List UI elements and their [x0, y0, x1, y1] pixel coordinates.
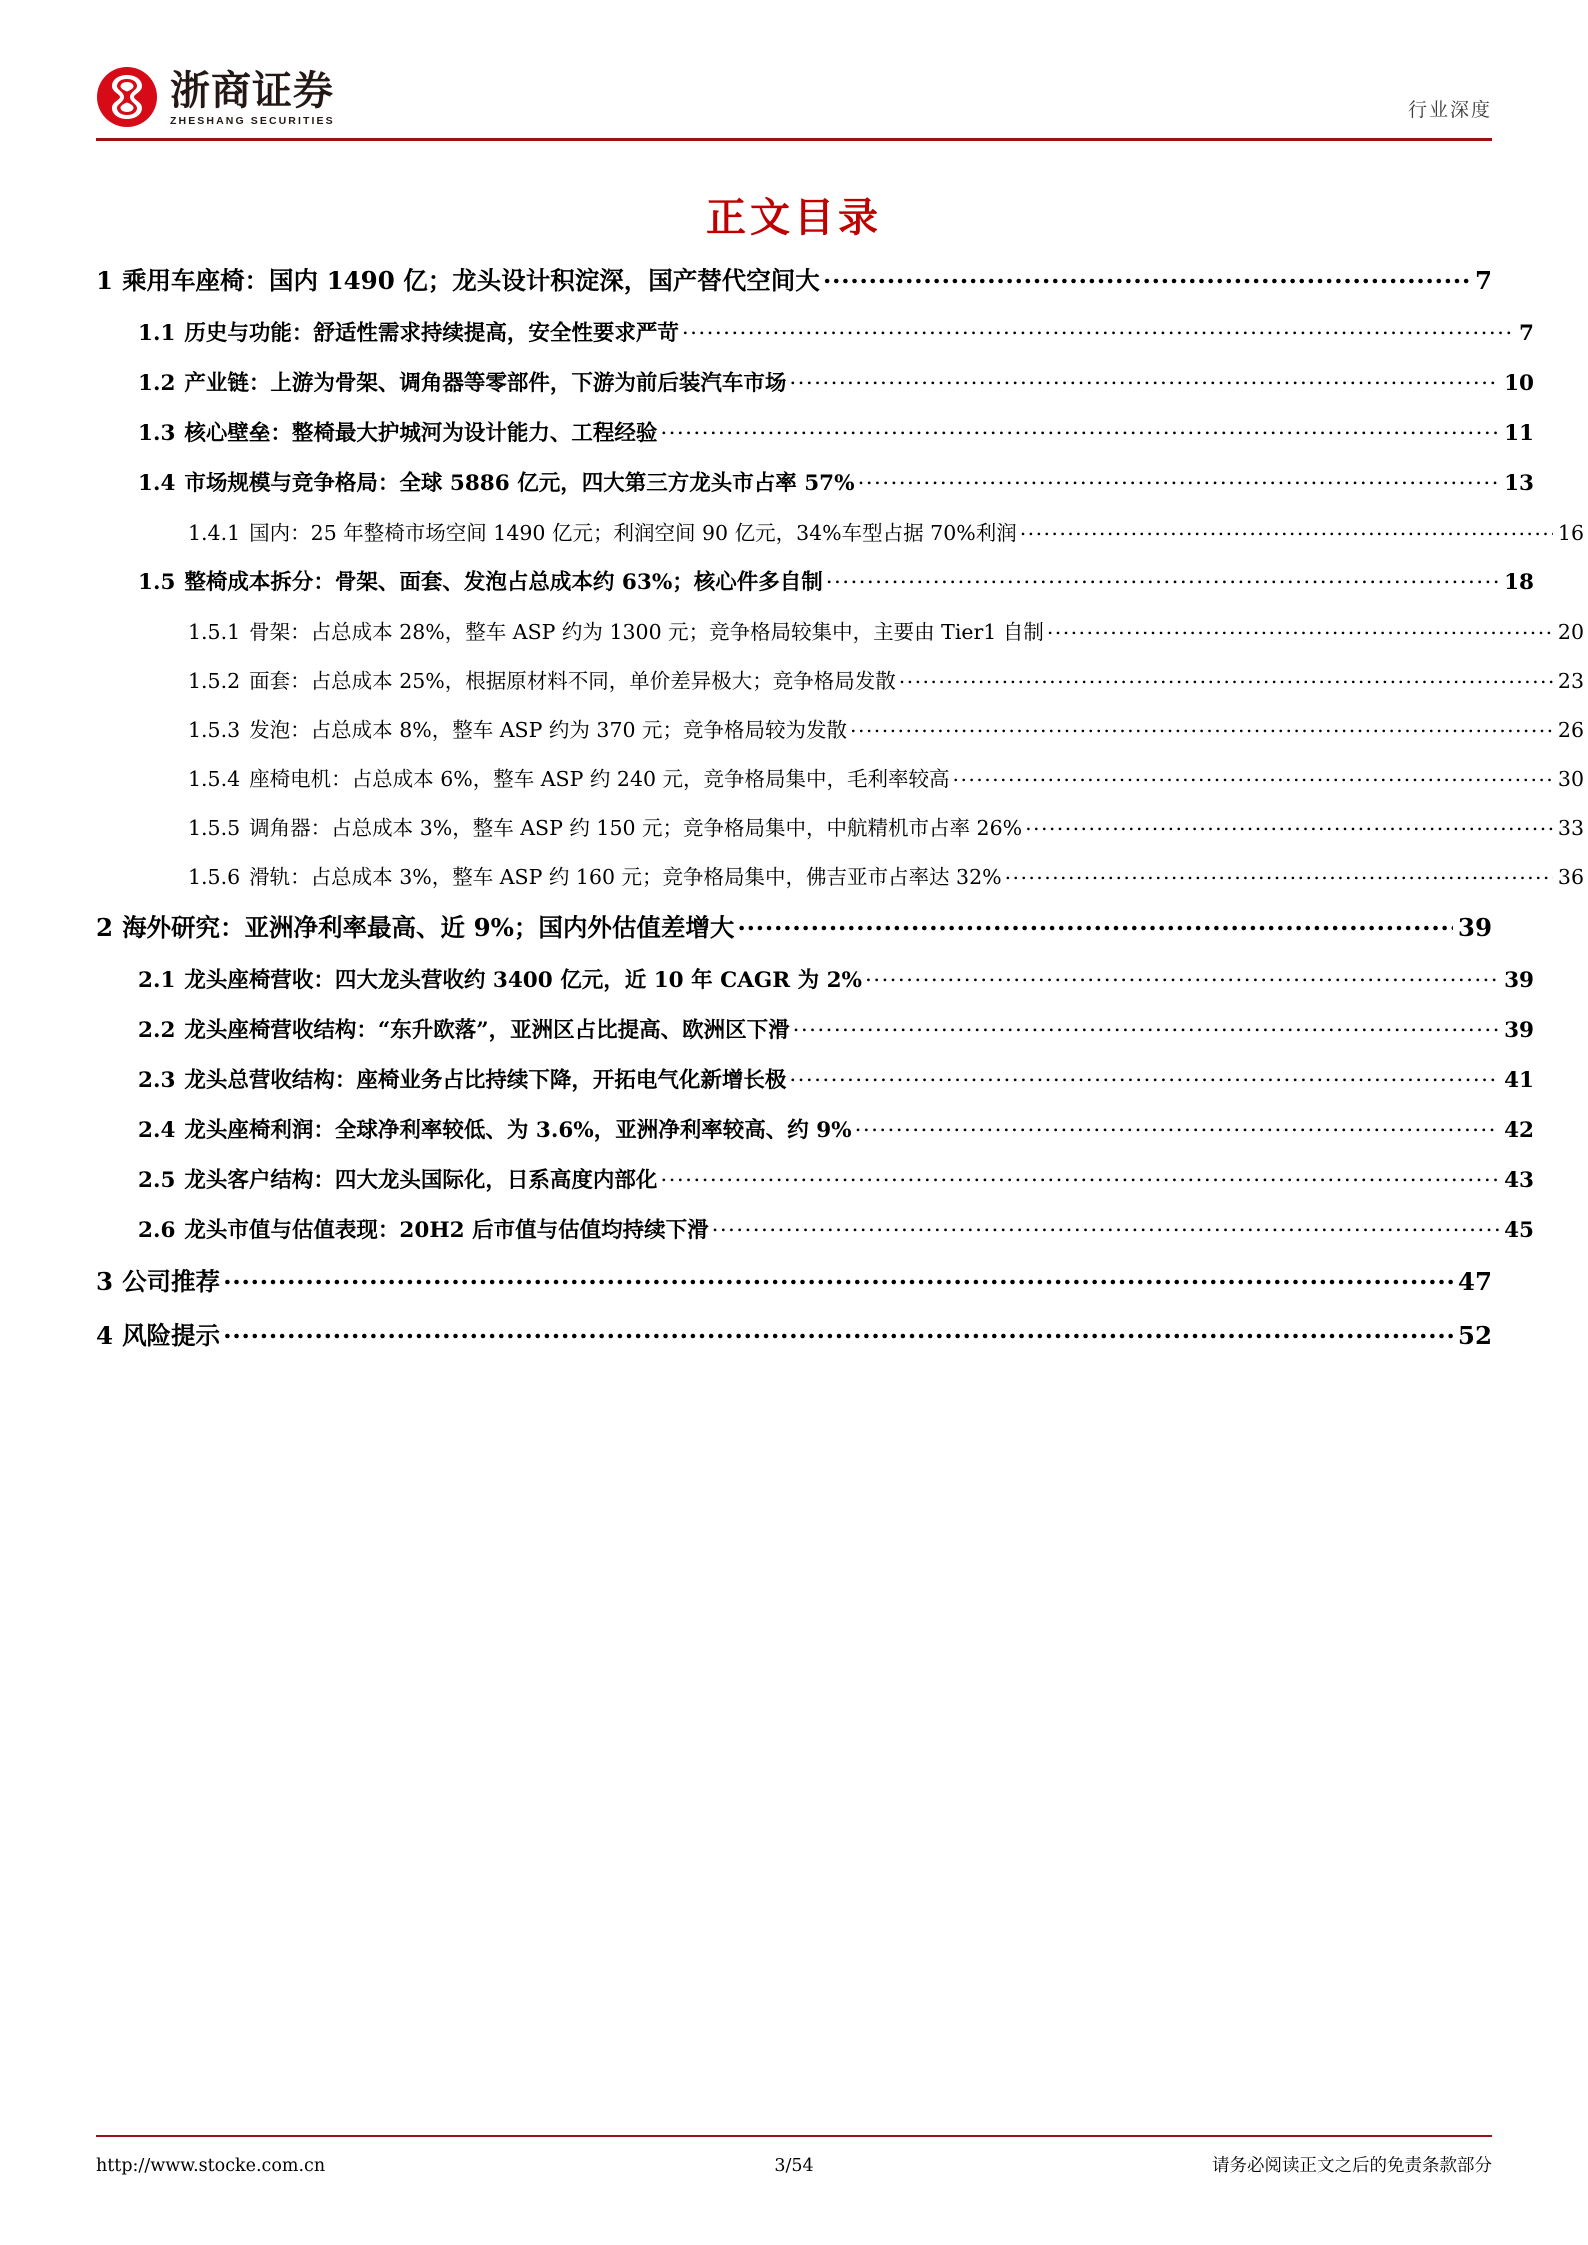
toc-leader-dots	[1005, 864, 1553, 885]
toc-entry-number: 1.1	[138, 321, 176, 346]
toc-entry-page: 52	[1457, 1321, 1492, 1350]
toc-entry-number: 2.6	[138, 1218, 176, 1243]
toc-entry-page: 16	[1557, 521, 1584, 545]
toc-leader-dots	[1020, 520, 1553, 541]
toc-entry-number: 2.4	[138, 1118, 176, 1143]
toc-entry-number: 1.2	[138, 371, 176, 396]
toc-entry-page: 39	[1457, 913, 1492, 942]
toc-leader-dots	[1025, 815, 1553, 836]
toc-entry-page: 11	[1504, 421, 1534, 446]
toc-entry-page: 43	[1504, 1168, 1534, 1193]
footer-divider	[96, 2135, 1492, 2137]
toc-entry-number: 1.5.6	[188, 865, 241, 889]
toc-entry[interactable]	[96, 860, 1584, 890]
toc-entry-page: 33	[1557, 816, 1584, 840]
toc-leader-dots	[223, 1266, 1453, 1291]
toc-entry-label: 产业链：上游为骨架、调角器等零部件，下游为前后装汽车市场	[184, 371, 787, 396]
brand-text	[170, 68, 335, 128]
toc-entry-page: 26	[1557, 718, 1584, 742]
toc-entry[interactable]	[96, 1113, 1534, 1144]
toc-leader-dots	[855, 1116, 1499, 1138]
toc-leader-dots	[737, 912, 1452, 937]
toc-entry-page: 41	[1504, 1068, 1534, 1093]
toc-leader-dots	[823, 265, 1470, 290]
toc-leader-dots	[850, 717, 1553, 738]
toc-entry-label: 历史与功能：舒适性需求持续提高，安全性要求严苛	[184, 321, 679, 346]
toc-entry[interactable]	[96, 262, 1492, 297]
toc-leader-dots	[953, 766, 1553, 787]
toc-entry[interactable]	[96, 516, 1584, 546]
toc-entry-label: 龙头座椅营收结构：“东升欧落”，亚洲区占比提高、欧洲区下滑	[184, 1018, 790, 1043]
toc-entry-page: 47	[1457, 1267, 1492, 1296]
toc-entry-label: 龙头座椅营收：四大龙头营收约 3400 亿元，近 10 年 CAGR 为 2%	[184, 968, 862, 993]
toc-entry[interactable]	[96, 762, 1584, 792]
toc-entry-page: 20	[1557, 620, 1584, 644]
toc-entry-label: 龙头座椅利润：全球净利率较低、为 3.6%，亚洲净利率较高、约 9%	[184, 1118, 852, 1143]
toc-entry-number: 2.2	[138, 1018, 176, 1043]
toc-entry[interactable]	[96, 1063, 1534, 1094]
toc-entry[interactable]	[96, 1263, 1492, 1298]
page-title: 正文目录	[706, 194, 882, 241]
toc-entry[interactable]	[96, 416, 1534, 447]
toc-leader-dots	[826, 568, 1499, 590]
toc-entry[interactable]	[96, 963, 1534, 994]
brand-name-en: ZHESHANG SECURITIES	[170, 115, 335, 127]
toc-entry[interactable]	[96, 909, 1492, 944]
footer-url[interactable]: http://www.stocke.com.cn	[96, 2156, 326, 2176]
toc-entry[interactable]	[96, 713, 1584, 743]
toc-entry[interactable]	[96, 316, 1534, 347]
toc-entry-number: 1.5.1	[188, 620, 241, 644]
toc-entry-page: 10	[1504, 371, 1534, 396]
toc-entry-page: 18	[1504, 570, 1534, 595]
toc-leader-dots	[682, 319, 1514, 341]
page-footer	[96, 2152, 1492, 2177]
toc-entry-label: 海外研究：亚洲净利率最高、近 9%；国内外估值差增大	[122, 913, 735, 942]
toc-entry-number: 1.5.5	[188, 816, 241, 840]
toc-leader-dots	[660, 419, 1499, 441]
toc-entry-label: 面套：占总成本 25%，根据原材料不同，单价差异极大；竞争格局发散	[249, 669, 896, 693]
toc-entry-page: 45	[1504, 1218, 1534, 1243]
toc-entry-label: 风险提示	[122, 1321, 221, 1350]
toc-entry[interactable]	[96, 1013, 1534, 1044]
toc-entry-label: 发泡：占总成本 8%，整车 ASP 约为 370 元；竞争格局较为发散	[249, 718, 848, 742]
toc-entry[interactable]	[96, 1213, 1534, 1244]
toc-entry-number: 4	[96, 1321, 114, 1350]
page-header	[96, 58, 1492, 136]
toc-leader-dots	[660, 1166, 1499, 1188]
toc-entry-page: 7	[1474, 266, 1492, 295]
brand-name-cn: 浙商证券	[170, 68, 334, 115]
header-divider	[96, 138, 1492, 141]
toc-entry-number: 1.4	[138, 471, 176, 496]
toc-entry[interactable]	[96, 811, 1584, 841]
toc-entry-page: 36	[1557, 865, 1584, 889]
toc-entry-label: 龙头客户结构：四大龙头国际化，日系高度内部化	[184, 1168, 658, 1193]
toc-leader-dots	[865, 966, 1499, 988]
toc-entry-number: 1.5.2	[188, 669, 241, 693]
toc-entry[interactable]	[96, 664, 1584, 694]
toc-entry-label: 龙头市值与估值表现：20H2 后市值与估值均持续下滑	[184, 1218, 709, 1243]
toc-entry-number: 1.5.4	[188, 767, 241, 791]
toc-entry-number: 1.3	[138, 421, 176, 446]
toc-entry-label: 整椅成本拆分：骨架、面套、发泡占总成本约 63%；核心件多自制	[184, 570, 823, 595]
toc-entry-page: 39	[1504, 1018, 1534, 1043]
toc-entry[interactable]	[96, 615, 1584, 645]
toc-entry-label: 核心壁垒：整椅最大护城河为设计能力、工程经验	[184, 421, 658, 446]
toc-leader-dots	[789, 369, 1499, 391]
brand-logo	[96, 66, 335, 128]
toc-entry-page: 13	[1504, 471, 1534, 496]
toc-entry-number: 2.5	[138, 1168, 176, 1193]
document-type-label: 行业深度	[1407, 99, 1492, 121]
toc-entry[interactable]	[96, 565, 1534, 596]
table-of-contents	[96, 262, 1584, 1371]
toc-entry[interactable]	[96, 366, 1534, 397]
toc-entry-label: 乘用车座椅：国内 1490 亿；龙头设计积淀深，国产替代空间大	[122, 266, 820, 295]
toc-entry-label: 调角器：占总成本 3%，整车 ASP 约 150 元；竞争格局集中，中航精机市占率 26%	[249, 816, 1023, 840]
toc-entry-number: 1.5	[138, 570, 176, 595]
toc-leader-dots	[223, 1320, 1453, 1345]
toc-entry[interactable]	[96, 1317, 1492, 1352]
toc-entry[interactable]	[96, 1163, 1534, 1194]
footer-disclaimer: 请务必阅读正文之后的免责条款部分	[1212, 2156, 1492, 2176]
toc-leader-dots	[899, 668, 1553, 689]
toc-entry-label: 滑轨：占总成本 3%，整车 ASP 约 160 元；竞争格局集中，佛吉亚市占率达 32%	[249, 865, 1002, 889]
toc-entry-number: 1.5.3	[188, 718, 241, 742]
toc-entry-page: 7	[1519, 321, 1534, 346]
toc-entry-number: 1	[96, 266, 114, 295]
toc-entry-label: 龙头总营收结构：座椅业务占比持续下降，开拓电气化新增长极	[184, 1068, 787, 1093]
footer-page-number: 3/54	[774, 2156, 814, 2176]
toc-entry-page: 42	[1504, 1118, 1534, 1143]
toc-leader-dots	[1047, 619, 1553, 640]
toc-entry-label: 座椅电机：占总成本 6%，整车 ASP 约 240 元，竞争格局集中，毛利率较高	[249, 767, 950, 791]
toc-entry-number: 2	[96, 913, 114, 942]
toc-entry-label: 骨架：占总成本 28%，整车 ASP 约为 1300 元；竞争格局较集中，主要由 Tier1 自制	[249, 620, 1044, 644]
toc-entry-label: 国内：25 年整椅市场空间 1490 亿元；利润空间 90 亿元，34%车型占据 70%利润	[249, 521, 1017, 545]
toc-entry-number: 1.4.1	[188, 521, 241, 545]
toc-leader-dots	[858, 469, 1500, 491]
toc-entry-page: 30	[1557, 767, 1584, 791]
toc-entry[interactable]	[96, 466, 1534, 497]
toc-leader-dots	[789, 1066, 1499, 1088]
toc-entry-number: 2.1	[138, 968, 176, 993]
toc-entry-page: 23	[1557, 669, 1584, 693]
toc-entry-number: 2.3	[138, 1068, 176, 1093]
toc-entry-label: 公司推荐	[122, 1267, 221, 1296]
toc-leader-dots	[712, 1216, 1499, 1238]
toc-leader-dots	[793, 1016, 1499, 1038]
toc-entry-label: 市场规模与竞争格局：全球 5886 亿元，四大第三方龙头市占率 57%	[184, 471, 855, 496]
toc-entry-page: 39	[1504, 968, 1534, 993]
zheshang-logo-icon	[96, 66, 158, 128]
toc-entry-number: 3	[96, 1267, 114, 1296]
